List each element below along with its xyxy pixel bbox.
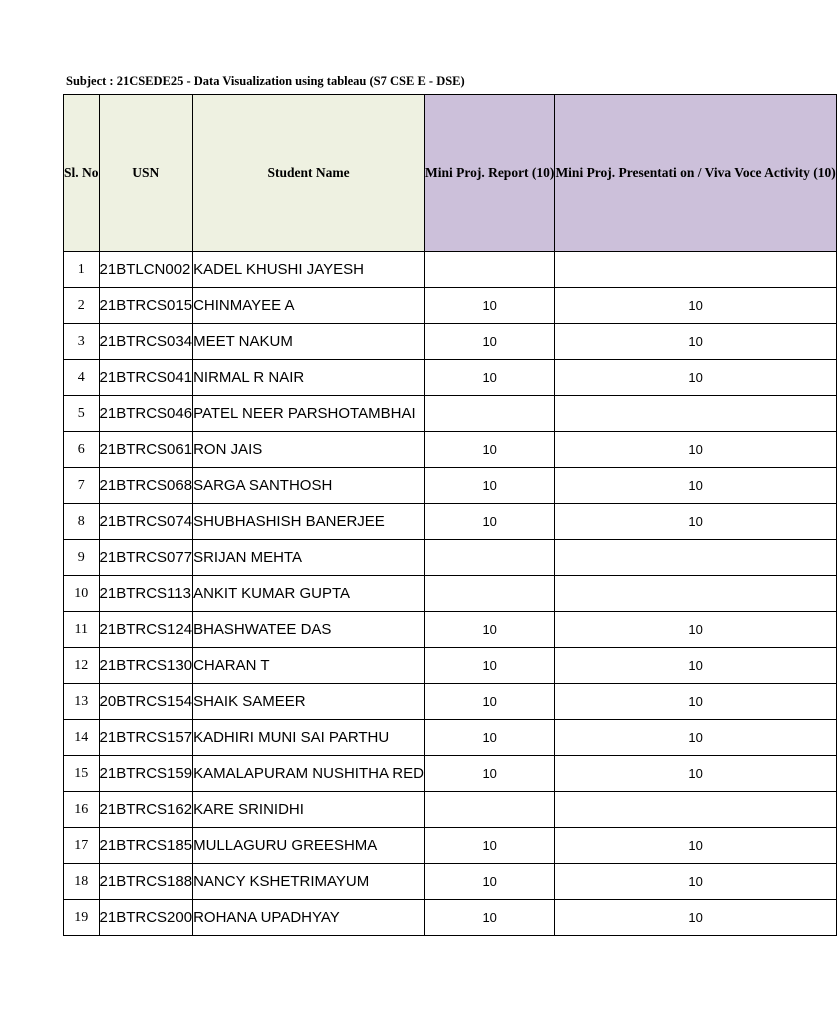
cell-mini-report	[424, 396, 554, 432]
cell-mini-report: 10	[424, 756, 554, 792]
table-row	[64, 504, 837, 540]
cell-mini-report	[424, 576, 554, 612]
cell-usn: 21BTRCS157	[99, 720, 193, 756]
cell-sl-no: 8	[64, 504, 100, 540]
cell-student-name: BHASHWATEE DAS	[193, 612, 425, 648]
cell-mini-presentation: 10	[555, 432, 836, 468]
cell-usn: 21BTRCS041	[99, 360, 193, 396]
cell-student-name: NIRMAL R NAIR	[193, 360, 425, 396]
cell-sl-no: 13	[64, 684, 100, 720]
cell-student-name: ANKIT KUMAR GUPTA	[193, 576, 425, 612]
header-mini-presentation: Mini Proj. Presentati on / Viva Voce Activity (10)	[555, 95, 836, 252]
cell-mini-presentation	[555, 396, 836, 432]
subject-title: Subject : 21CSEDE25 - Data Visualization using tableau (S7 CSE E - DSE)	[66, 74, 465, 88]
cell-student-name: SHUBHASHISH BANERJEE	[193, 504, 425, 540]
cell-mini-report: 10	[424, 324, 554, 360]
cell-mini-presentation: 10	[555, 756, 836, 792]
cell-mini-presentation	[555, 540, 836, 576]
cell-usn: 21BTRCS188	[99, 864, 193, 900]
table-row	[64, 612, 837, 648]
cell-mini-presentation: 10	[555, 720, 836, 756]
cell-mini-presentation: 10	[555, 828, 836, 864]
cell-mini-report	[424, 792, 554, 828]
cell-mini-report: 10	[424, 684, 554, 720]
cell-sl-no: 11	[64, 612, 100, 648]
cell-mini-report: 10	[424, 504, 554, 540]
table-row	[64, 828, 837, 864]
cell-student-name: SHAIK SAMEER	[193, 684, 425, 720]
cell-sl-no: 5	[64, 396, 100, 432]
cell-sl-no: 16	[64, 792, 100, 828]
cell-student-name: RON JAIS	[193, 432, 425, 468]
cell-mini-presentation: 10	[555, 684, 836, 720]
cell-sl-no: 12	[64, 648, 100, 684]
table-row	[64, 900, 837, 936]
header-sl-no: Sl. No	[64, 95, 100, 252]
cell-student-name: KAMALAPURAM NUSHITHA RED	[193, 756, 425, 792]
cell-usn: 21BTRCS113	[99, 576, 193, 612]
table-row	[64, 540, 837, 576]
cell-mini-presentation: 10	[555, 612, 836, 648]
cell-mini-presentation: 10	[555, 864, 836, 900]
cell-sl-no: 6	[64, 432, 100, 468]
table-row	[64, 756, 837, 792]
cell-usn: 21BTRCS162	[99, 792, 193, 828]
table-row	[64, 324, 837, 360]
cell-mini-report	[424, 540, 554, 576]
table-row	[64, 432, 837, 468]
table-row	[64, 720, 837, 756]
cell-mini-report: 10	[424, 468, 554, 504]
cell-sl-no: 9	[64, 540, 100, 576]
cell-sl-no: 15	[64, 756, 100, 792]
table-row	[64, 468, 837, 504]
table-row	[64, 396, 837, 432]
cell-mini-presentation	[555, 792, 836, 828]
table-row	[64, 792, 837, 828]
cell-mini-presentation	[555, 252, 836, 288]
cell-usn: 20BTRCS154	[99, 684, 193, 720]
table-body	[64, 252, 837, 936]
cell-student-name: NANCY KSHETRIMAYUM	[193, 864, 425, 900]
cell-student-name: CHINMAYEE A	[193, 288, 425, 324]
header-usn: USN	[99, 95, 193, 252]
cell-mini-presentation: 10	[555, 648, 836, 684]
table-row	[64, 288, 837, 324]
cell-mini-report: 10	[424, 648, 554, 684]
cell-mini-report: 10	[424, 864, 554, 900]
cell-usn: 21BTLCN002	[99, 252, 193, 288]
cell-mini-report: 10	[424, 720, 554, 756]
cell-sl-no: 17	[64, 828, 100, 864]
cell-mini-presentation: 10	[555, 504, 836, 540]
cell-mini-presentation	[555, 576, 836, 612]
cell-usn: 21BTRCS077	[99, 540, 193, 576]
cell-usn: 21BTRCS185	[99, 828, 193, 864]
cell-usn: 21BTRCS046	[99, 396, 193, 432]
cell-mini-presentation: 10	[555, 360, 836, 396]
cell-usn: 21BTRCS130	[99, 648, 193, 684]
table-row	[64, 684, 837, 720]
cell-usn: 21BTRCS200	[99, 900, 193, 936]
cell-mini-report: 10	[424, 612, 554, 648]
cell-student-name: SARGA SANTHOSH	[193, 468, 425, 504]
cell-student-name: MEET NAKUM	[193, 324, 425, 360]
cell-student-name: CHARAN T	[193, 648, 425, 684]
header-student-name: Student Name	[193, 95, 425, 252]
table-row	[64, 252, 837, 288]
cell-sl-no: 14	[64, 720, 100, 756]
cell-student-name: KADHIRI MUNI SAI PARTHU	[193, 720, 425, 756]
cell-sl-no: 10	[64, 576, 100, 612]
cell-mini-report: 10	[424, 828, 554, 864]
cell-usn: 21BTRCS015	[99, 288, 193, 324]
header-mini-report: Mini Proj. Report (10)	[424, 95, 554, 252]
cell-usn: 21BTRCS159	[99, 756, 193, 792]
cell-usn: 21BTRCS074	[99, 504, 193, 540]
cell-mini-presentation: 10	[555, 900, 836, 936]
marks-table	[63, 94, 837, 936]
cell-student-name: MULLAGURU GREESHMA	[193, 828, 425, 864]
cell-mini-report: 10	[424, 288, 554, 324]
cell-mini-presentation: 10	[555, 468, 836, 504]
cell-student-name: SRIJAN MEHTA	[193, 540, 425, 576]
cell-mini-presentation: 10	[555, 324, 836, 360]
cell-usn: 21BTRCS061	[99, 432, 193, 468]
table-row	[64, 648, 837, 684]
cell-sl-no: 2	[64, 288, 100, 324]
cell-usn: 21BTRCS124	[99, 612, 193, 648]
header-row	[64, 95, 837, 252]
cell-usn: 21BTRCS068	[99, 468, 193, 504]
table-row	[64, 864, 837, 900]
cell-mini-presentation: 10	[555, 288, 836, 324]
cell-mini-report: 10	[424, 900, 554, 936]
cell-student-name: KADEL KHUSHI JAYESH	[193, 252, 425, 288]
cell-usn: 21BTRCS034	[99, 324, 193, 360]
cell-student-name: ROHANA UPADHYAY	[193, 900, 425, 936]
cell-sl-no: 3	[64, 324, 100, 360]
table-row	[64, 360, 837, 396]
table-row	[64, 576, 837, 612]
cell-sl-no: 1	[64, 252, 100, 288]
cell-mini-report: 10	[424, 360, 554, 396]
cell-mini-report	[424, 252, 554, 288]
cell-mini-report: 10	[424, 432, 554, 468]
cell-sl-no: 7	[64, 468, 100, 504]
cell-sl-no: 4	[64, 360, 100, 396]
cell-sl-no: 18	[64, 864, 100, 900]
cell-student-name: PATEL NEER PARSHOTAMBHAI	[193, 396, 425, 432]
cell-student-name: KARE SRINIDHI	[193, 792, 425, 828]
cell-sl-no: 19	[64, 900, 100, 936]
